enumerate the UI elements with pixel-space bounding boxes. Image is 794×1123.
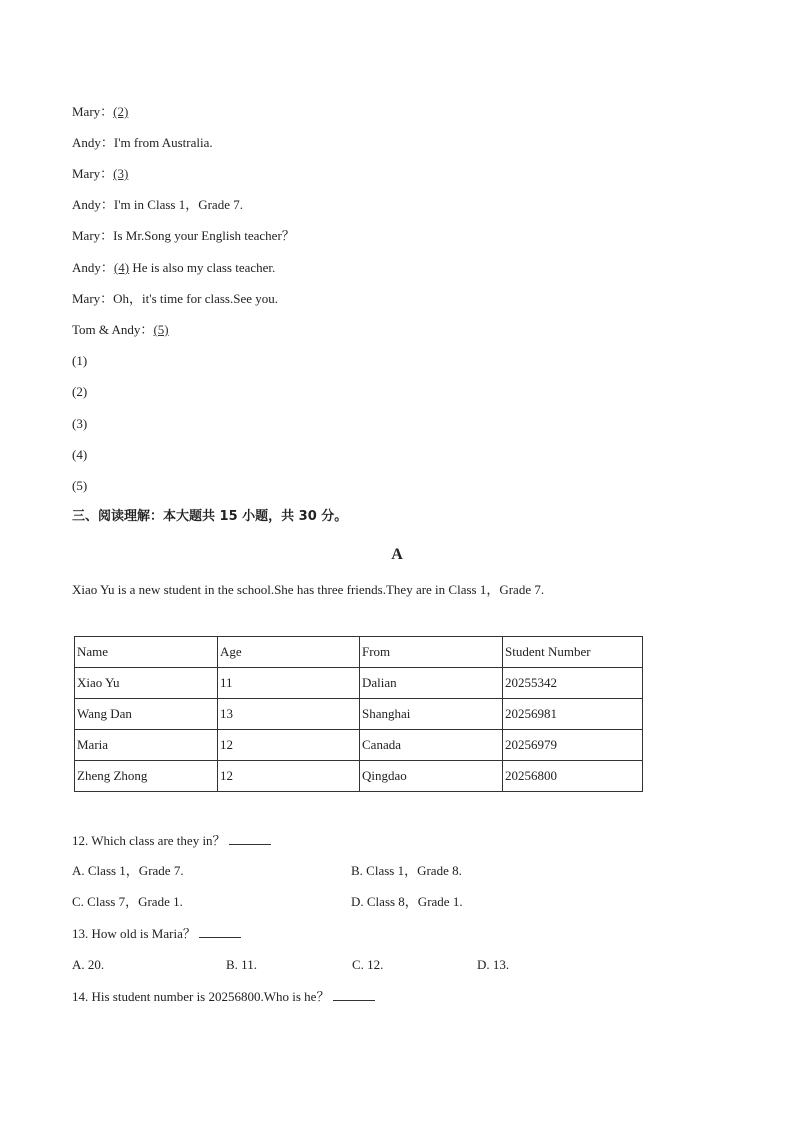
table-cell: Wang Dan	[75, 699, 218, 730]
speaker-label: Tom & Andy：	[72, 322, 154, 337]
option-d[interactable]: D. Class 8，Grade 1.	[351, 894, 463, 909]
question-stem: 14. His student number is 20256800.Who is he？	[72, 989, 330, 1004]
question-12	[72, 832, 271, 849]
table-header-cell: Student Number	[503, 637, 643, 668]
blank-marker: (3)	[113, 166, 129, 181]
dialogue-text: I'm from Australia.	[113, 135, 213, 150]
option-a[interactable]: A. 20.	[72, 957, 105, 972]
table-header-cell: Age	[218, 637, 360, 668]
option-c[interactable]: C. Class 7，Grade 1.	[72, 894, 183, 909]
question-13	[72, 925, 241, 942]
option-a[interactable]: A. Class 1，Grade 7.	[72, 863, 184, 878]
table-cell: 12	[218, 730, 360, 761]
question-stem: 13. How old is Maria？	[72, 926, 196, 941]
option-d[interactable]: D. 13.	[477, 957, 510, 972]
question-stem: 12. Which class are they in？	[72, 833, 226, 848]
speaker-label: Andy：	[72, 260, 114, 275]
option-b[interactable]: B. 11.	[226, 957, 257, 972]
dialogue-line	[72, 166, 128, 182]
table-cell: Canada	[360, 730, 503, 761]
table-row	[75, 730, 643, 761]
table-cell: Shanghai	[360, 699, 503, 730]
answer-number: (4)	[72, 447, 88, 462]
speaker-label: Andy：	[72, 197, 114, 212]
dialogue-line	[72, 197, 243, 213]
speaker-label: Mary：	[72, 104, 114, 119]
answer-number: (5)	[72, 478, 88, 493]
table-cell: Qingdao	[360, 761, 503, 792]
passage-text: Xiao Yu is a new student in the school.She has three friends.They are in Class 1，Grade 7.	[72, 582, 545, 597]
answer-number: (2)	[72, 384, 88, 399]
table-row	[75, 668, 643, 699]
dialogue-text: I'm in Class 1，Grade 7.	[113, 197, 243, 212]
table-cell: Xiao Yu	[75, 668, 218, 699]
answer-blank[interactable]	[199, 925, 241, 938]
speaker-label: Andy：	[72, 135, 114, 150]
dialogue-line	[72, 228, 295, 244]
dialogue-text: Oh，it's time for class.See you.	[113, 291, 278, 306]
speaker-label: Mary：	[72, 166, 114, 181]
passage-title: A	[391, 546, 403, 563]
blank-marker: (2)	[113, 104, 129, 119]
answer-blank[interactable]	[333, 988, 375, 1001]
option-b[interactable]: B. Class 1，Grade 8.	[351, 863, 462, 878]
question-14	[72, 988, 375, 1005]
table-cell: 20256981	[503, 699, 643, 730]
dialogue-text: He is also my class teacher.	[129, 260, 276, 275]
blank-marker: (4)	[113, 260, 130, 275]
table-cell: 20256979	[503, 730, 643, 761]
option-c[interactable]: C. 12.	[352, 957, 384, 972]
answer-blank[interactable]	[229, 832, 271, 845]
section-heading: 三、阅读理解：本大题共 15 小题，共 30 分。	[72, 509, 348, 524]
dialogue-text: Is Mr.Song your English teacher？	[113, 228, 295, 243]
student-info-table	[74, 636, 643, 792]
table-cell: Maria	[75, 730, 218, 761]
dialogue-line	[72, 135, 213, 151]
table-cell: Dalian	[360, 668, 503, 699]
table-cell: Zheng Zhong	[75, 761, 218, 792]
table-cell: 11	[218, 668, 360, 699]
table-cell: 20256800	[503, 761, 643, 792]
table-cell: 13	[218, 699, 360, 730]
table-row	[75, 699, 643, 730]
dialogue-line	[72, 260, 275, 276]
table-row	[75, 761, 643, 792]
table-cell: 12	[218, 761, 360, 792]
table-cell: 20255342	[503, 668, 643, 699]
table-header-cell: From	[360, 637, 503, 668]
answer-number: (3)	[72, 416, 88, 431]
dialogue-line	[72, 291, 278, 307]
speaker-label: Mary：	[72, 291, 114, 306]
table-header-cell: Name	[75, 637, 218, 668]
answer-number: (1)	[72, 353, 88, 368]
dialogue-line	[72, 104, 128, 120]
dialogue-line	[72, 322, 169, 338]
speaker-label: Mary：	[72, 228, 114, 243]
blank-marker: (5)	[153, 322, 169, 337]
table-header-row	[75, 637, 643, 668]
